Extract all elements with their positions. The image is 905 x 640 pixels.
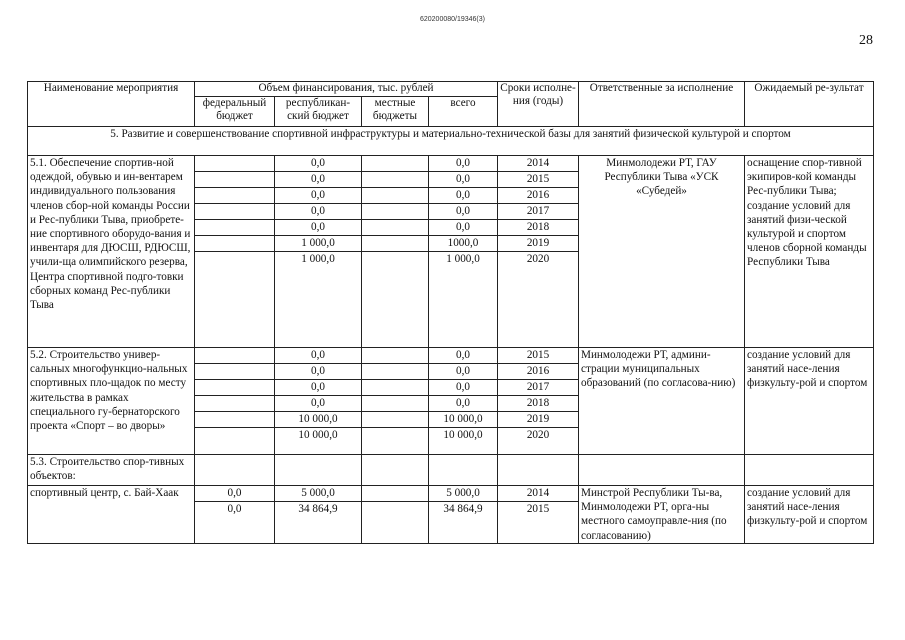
measure-5-2-result: создание условий для занятий насе-ления физкульту-рой и спортом — [745, 348, 874, 455]
cell-federal — [195, 428, 275, 455]
cell-total: 10 000,0 — [429, 428, 498, 455]
cell-federal — [195, 204, 275, 220]
cell-local — [362, 502, 429, 544]
cell-federal — [195, 156, 275, 172]
cell-total: 0,0 — [429, 156, 498, 172]
cell-federal — [195, 220, 275, 236]
cell-year: 2014 — [498, 486, 579, 502]
header-local: местные бюджеты — [362, 97, 429, 127]
cell-federal — [195, 396, 275, 412]
cell-republic: 0,0 — [275, 188, 362, 204]
cell-empty — [275, 455, 362, 486]
cell-republic: 1 000,0 — [275, 236, 362, 252]
cell-republic: 5 000,0 — [275, 486, 362, 502]
measure-5-1-result: оснащение спор-тивной экипиров-кой команды Рес-публики Тыва; создание условий для занятий физи-ческой культурой и спортом членов сборной команды Республики Тыва — [745, 156, 874, 348]
cell-total: 1000,0 — [429, 236, 498, 252]
page-number: 28 — [859, 33, 873, 48]
cell-republic: 0,0 — [275, 172, 362, 188]
cell-federal — [195, 412, 275, 428]
cell-year: 2016 — [498, 188, 579, 204]
cell-local — [362, 380, 429, 396]
cell-republic: 0,0 — [275, 348, 362, 364]
cell-empty — [745, 455, 874, 486]
cell-total: 0,0 — [429, 172, 498, 188]
cell-empty — [498, 455, 579, 486]
cell-local — [362, 412, 429, 428]
cell-year: 2015 — [498, 172, 579, 188]
cell-republic: 0,0 — [275, 204, 362, 220]
cell-year: 2017 — [498, 380, 579, 396]
header-name: Наименование мероприятия — [28, 82, 195, 127]
cell-local — [362, 188, 429, 204]
cell-republic: 0,0 — [275, 156, 362, 172]
cell-empty — [362, 455, 429, 486]
table-row — [28, 455, 874, 486]
cell-republic: 0,0 — [275, 396, 362, 412]
cell-local — [362, 428, 429, 455]
cell-year: 2020 — [498, 428, 579, 455]
measure-5-2-name: 5.2. Строительство универ-сальных многофункцио-нальных спортивных пло-щадок по месту жительства в рамках специального гу-бернаторского проекта «Спорт – во дворы» — [28, 348, 195, 455]
cell-total: 0,0 — [429, 348, 498, 364]
header-total: всего — [429, 97, 498, 127]
cell-federal — [195, 236, 275, 252]
cell-local — [362, 172, 429, 188]
document-code: 620200080/19346(3) — [419, 16, 485, 23]
cell-federal — [195, 380, 275, 396]
measure-5-2-responsible: Минмолодежи РТ, админи-страции муниципальных образований (по согласова-нию) — [579, 348, 745, 455]
cell-federal — [195, 188, 275, 204]
cell-republic: 10 000,0 — [275, 412, 362, 428]
cell-empty — [579, 455, 745, 486]
cell-total: 0,0 — [429, 204, 498, 220]
cell-total: 0,0 — [429, 220, 498, 236]
cell-federal: 0,0 — [195, 502, 275, 544]
cell-local — [362, 348, 429, 364]
cell-republic: 0,0 — [275, 380, 362, 396]
cell-year: 2015 — [498, 502, 579, 544]
cell-republic: 34 864,9 — [275, 502, 362, 544]
measure-5-3-name: 5.3. Строительство спор-тивных объектов: — [28, 455, 195, 486]
cell-federal — [195, 348, 275, 364]
header-responsible: Ответственные за исполнение — [579, 82, 745, 127]
cell-republic: 10 000,0 — [275, 428, 362, 455]
cell-republic: 0,0 — [275, 364, 362, 380]
cell-empty — [195, 455, 275, 486]
cell-local — [362, 396, 429, 412]
cell-local — [362, 364, 429, 380]
measure-5-3-a-result: создание условий для занятий насе-ления физкульту-рой и спортом — [745, 486, 874, 544]
table-row — [28, 486, 874, 502]
measure-5-1-name: 5.1. Обеспечение спортив-ной одеждой, обувью и ин-вентарем индивидуального пользования членов сбор-ной команды России и Рес-публики Тыва, приобрете-ние спортивного оборудо-вания и инвентаря для ДЮСШ, РДЮСШ, учили-ща олимпийского резерва, Центра спортивной подго-товки сборных команд Рес-публики Тыва — [28, 156, 195, 348]
cell-year: 2016 — [498, 364, 579, 380]
cell-year: 2018 — [498, 396, 579, 412]
cell-republic: 1 000,0 — [275, 252, 362, 348]
cell-total: 1 000,0 — [429, 252, 498, 348]
cell-total: 0,0 — [429, 188, 498, 204]
cell-year: 2015 — [498, 348, 579, 364]
cell-federal: 0,0 — [195, 486, 275, 502]
financing-table — [27, 81, 874, 544]
section-row — [28, 127, 874, 156]
cell-year: 2014 — [498, 156, 579, 172]
header-terms: Сроки исполне-ния (годы) — [498, 82, 579, 127]
measure-5-3-a-responsible: Минстрой Республики Ты-ва, Минмолодежи РТ, орга-ны местного самоуправле-ния (по согласованию) — [579, 486, 745, 544]
header-republic: республикан-ский бюджет — [275, 97, 362, 127]
cell-local — [362, 204, 429, 220]
cell-republic: 0,0 — [275, 220, 362, 236]
cell-local — [362, 156, 429, 172]
cell-total: 34 864,9 — [429, 502, 498, 544]
cell-federal — [195, 172, 275, 188]
cell-local — [362, 252, 429, 348]
cell-year: 2020 — [498, 252, 579, 348]
cell-total: 10 000,0 — [429, 412, 498, 428]
section-title: 5. Развитие и совершенствование спортивной инфраструктуры и материально-технической базы для занятий физической культурой и спортом — [28, 127, 874, 156]
cell-total: 0,0 — [429, 396, 498, 412]
cell-year: 2019 — [498, 412, 579, 428]
header-result: Ожидаемый ре-зультат — [745, 82, 874, 127]
header-federal: федеральный бюджет — [195, 97, 275, 127]
table-row — [28, 156, 874, 172]
cell-federal — [195, 252, 275, 348]
cell-year: 2018 — [498, 220, 579, 236]
cell-year: 2019 — [498, 236, 579, 252]
header-financing: Объем финансирования, тыс. рублей — [195, 82, 498, 97]
cell-total: 5 000,0 — [429, 486, 498, 502]
cell-federal — [195, 364, 275, 380]
cell-local — [362, 236, 429, 252]
measure-5-3-a-name: спортивный центр, с. Бай-Хаак — [28, 486, 195, 544]
table-row — [28, 348, 874, 364]
cell-total: 0,0 — [429, 364, 498, 380]
cell-local — [362, 220, 429, 236]
cell-local — [362, 486, 429, 502]
cell-empty — [429, 455, 498, 486]
cell-total: 0,0 — [429, 380, 498, 396]
cell-year: 2017 — [498, 204, 579, 220]
header-row-1 — [28, 82, 874, 97]
measure-5-1-responsible: Минмолодежи РТ, ГАУ Республики Тыва «УСК «Субедей» — [579, 156, 745, 348]
